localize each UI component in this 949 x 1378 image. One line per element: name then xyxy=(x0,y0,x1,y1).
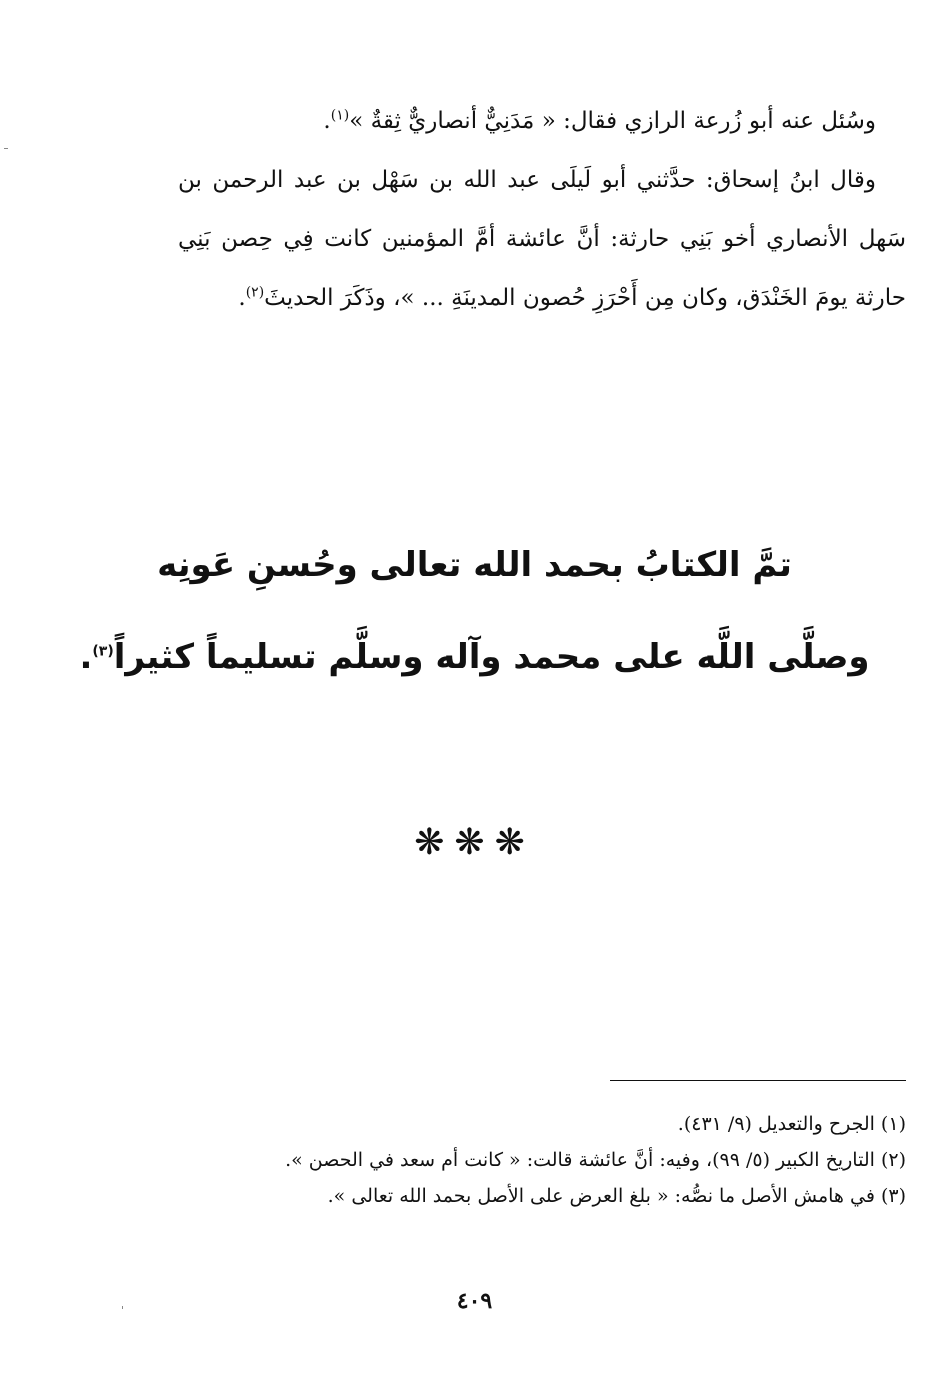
closing-text: وصلَّى اللَّه على محمد وآله وسلَّم تسليماً كثيراً xyxy=(113,637,870,677)
footnote-2: (٢) التاريخ الكبير (٥/ ٩٩)، وفيه: أنَّ عائشة قالت: « كانت أم سعد في الحصن ». xyxy=(285,1149,906,1171)
footnote-1: (١) الجرح والتعديل (٩/ ٤٣١). xyxy=(677,1113,906,1135)
footnote-3: (٣) في هامش الأصل ما نصُّه: « بلغ العرض على الأصل بحمد الله تعالى ». xyxy=(327,1185,906,1207)
scan-speck xyxy=(4,148,8,149)
main-text xyxy=(178,92,906,328)
paragraph-end: . xyxy=(238,285,246,311)
closing-line-1: تمَّ الكتابُ بحمد الله تعالى وحُسنِ عَونِه xyxy=(157,545,792,585)
footnote-divider xyxy=(610,1080,906,1081)
closing-end: . xyxy=(79,637,93,677)
paragraph-text: وسُئل عنه أبو زُرعة الرازي فقال: « مَدَنِيٌّ أنصاريٌّ ثِقةٌ » xyxy=(349,108,876,134)
paragraph-end: . xyxy=(323,108,331,134)
footnote-reference: (٢) xyxy=(245,284,265,301)
page-number: ٤٠٩ xyxy=(456,1288,493,1314)
footnote-reference: (٣) xyxy=(92,643,114,660)
paragraph-abu-zura xyxy=(178,92,906,151)
paragraph-ibn-ishaq xyxy=(178,151,906,328)
footnote-reference: (١) xyxy=(330,107,350,124)
scan-speck xyxy=(122,1306,123,1309)
closing-line-2 xyxy=(0,632,949,682)
section-separator-stars: ❋❋❋ xyxy=(414,822,535,863)
paragraph-text: وقال ابنُ إسحاق: حدَّثني أبو لَيلَى عبد الله بن سَهْل بن عبد الرحمن بن سَهل الأنصاري أخو بَنِي حارثة: أنَّ عائشة أمَّ المؤمنين كانت فِي حِصن بَنِي حارثة يومَ الخَنْدَق، وكان مِن أَحْرَزِ حُصون المدينَةِ ... »، وذَكَرَ الحديثَ xyxy=(178,167,906,311)
footnotes xyxy=(150,1106,906,1214)
